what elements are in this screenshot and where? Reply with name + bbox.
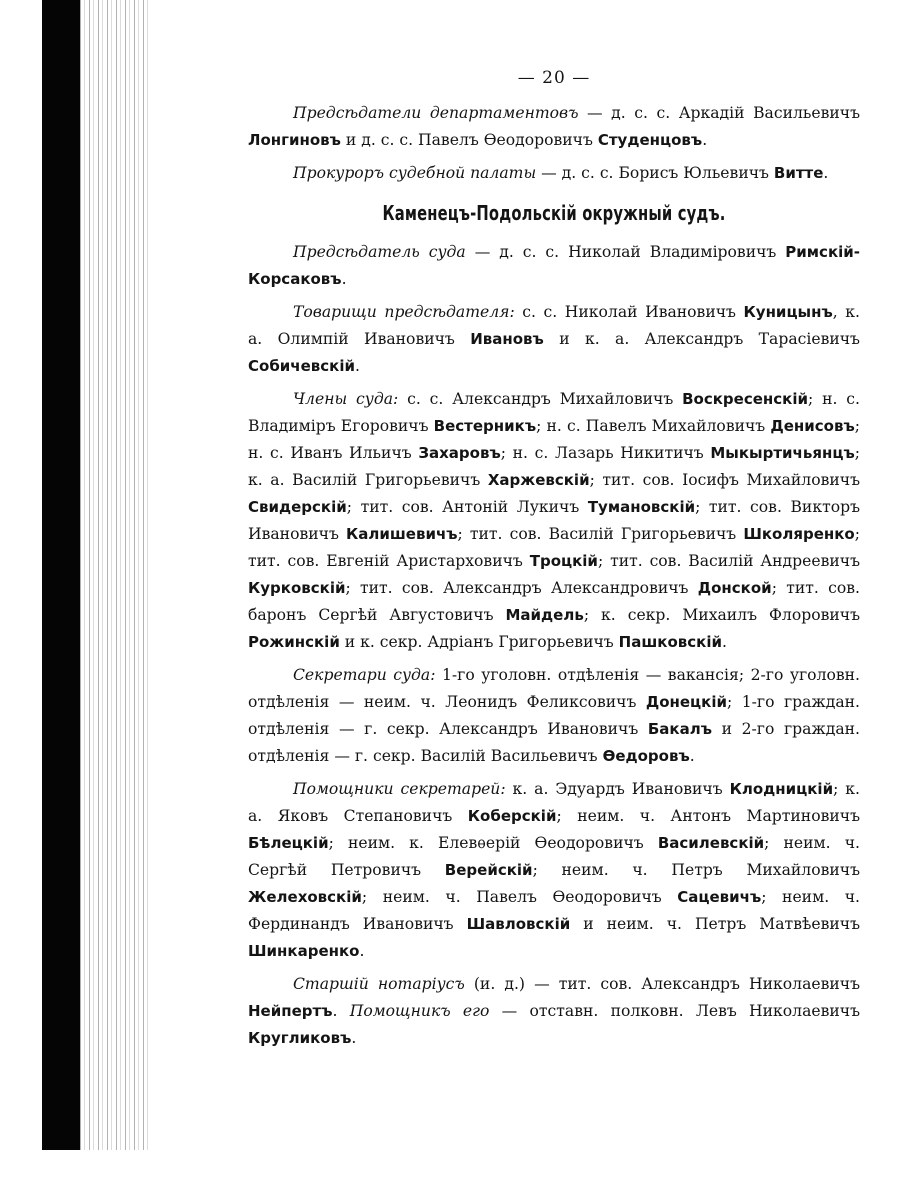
text: ; к. а. Яковъ Степановичъ bbox=[248, 780, 860, 825]
text: . bbox=[351, 1029, 357, 1047]
page-number: — 20 — bbox=[517, 68, 591, 88]
text: ; н. с. Лазарь Никитичъ bbox=[500, 444, 711, 462]
text: с. с. Александръ Михайловичъ bbox=[398, 390, 683, 408]
text: . bbox=[359, 942, 365, 960]
paragraph-deputies bbox=[248, 299, 860, 380]
surname: Римскій-Корсаковъ bbox=[248, 243, 861, 288]
text: ; н. с. Иванъ Ильичъ bbox=[248, 417, 860, 462]
surname: Шавловскій bbox=[466, 915, 571, 933]
text: ; н. с. Павелъ Михайловичъ bbox=[536, 417, 771, 435]
paragraph-members bbox=[248, 386, 860, 656]
text: ; к. секр. Михаилъ Флоровичъ bbox=[583, 606, 860, 624]
surname: Школяренко bbox=[743, 525, 855, 543]
text: ; н. с. Владиміръ Егоровичъ bbox=[248, 390, 860, 435]
surname: Василевскій bbox=[657, 834, 765, 852]
role-label: Старшій нотаріусъ bbox=[293, 975, 465, 993]
surname: Донской bbox=[697, 579, 772, 597]
surname: Желеховскій bbox=[248, 888, 362, 906]
surname: Бакалъ bbox=[647, 720, 712, 738]
text: и к. а. Александръ Тарасіевичъ bbox=[543, 330, 860, 348]
surname: Коберскій bbox=[467, 807, 557, 825]
surname: Курковскій bbox=[248, 579, 346, 597]
text: ; неим. ч. Антонъ Мартиновичъ bbox=[556, 807, 860, 825]
text: . bbox=[702, 131, 708, 149]
text: к. а. Эдуардъ Ивановичъ bbox=[505, 780, 730, 798]
surname: Свидерскій bbox=[248, 498, 347, 516]
text: ; тит. сов. Василій Андреевичъ bbox=[597, 552, 860, 570]
paragraph-department-chairs bbox=[248, 100, 860, 154]
paragraph-court-chair bbox=[248, 239, 860, 293]
surname: Верейскій bbox=[444, 861, 533, 879]
surname: Воскресенскій bbox=[682, 390, 808, 408]
surname: Клодницкій bbox=[729, 780, 834, 798]
surname: Кругликовъ bbox=[248, 1029, 352, 1047]
surname: Троцкій bbox=[529, 552, 598, 570]
text: . bbox=[721, 633, 727, 651]
text: ; неим. ч. Фердинандъ Ивановичъ bbox=[248, 888, 860, 933]
text: и к. секр. Адріанъ Григорьевичъ bbox=[339, 633, 619, 651]
text: с. с. Николай Ивановичъ bbox=[514, 303, 744, 321]
surname: Вестерникъ bbox=[433, 417, 537, 435]
surname: Нейпертъ bbox=[248, 1002, 333, 1020]
document-page bbox=[248, 68, 860, 1058]
text: — д. с. с. Николай Владиміровичъ bbox=[465, 243, 786, 261]
surname: Калишевичъ bbox=[345, 525, 458, 543]
text: 1-го уголовн. отдѣленія — вакансія; 2-го уголовн. отдѣленія — неим. ч. Леонидъ Феликсовичъ bbox=[248, 666, 860, 711]
scan-noise-strip bbox=[80, 0, 152, 1150]
text: , к. а. Олимпій Ивановичъ bbox=[248, 303, 860, 348]
role-label: Товарищи предсѣдателя: bbox=[293, 303, 515, 321]
surname: Захаровъ bbox=[418, 444, 501, 462]
surname: Лонгиновъ bbox=[248, 131, 341, 149]
surname: Пашковскій bbox=[618, 633, 722, 651]
text: ; неим. ч. Петръ Михайловичъ bbox=[532, 861, 860, 879]
surname: Тумановскій bbox=[587, 498, 696, 516]
role-label: Члены суда: bbox=[293, 390, 399, 408]
text: . bbox=[341, 270, 347, 288]
text: (и. д.) — тит. сов. Александръ Николаевичъ bbox=[464, 975, 860, 993]
surname: Харжевскій bbox=[487, 471, 590, 489]
text: и д. с. с. Павелъ Ѳеодоровичъ bbox=[340, 131, 598, 149]
text: ; неим. ч. Сергѣй Петровичъ bbox=[248, 834, 860, 879]
text: ; тит. сов. Евгеній Аристарховичъ bbox=[248, 525, 860, 570]
text: ; тит. сов. Василій Григорьевичъ bbox=[457, 525, 744, 543]
text: ; тит. сов. Викторъ Ивановичъ bbox=[248, 498, 860, 543]
text: . bbox=[689, 747, 695, 765]
surname: Витте bbox=[773, 164, 824, 182]
surname: Собичевскій bbox=[248, 357, 355, 375]
surname: Куницынъ bbox=[743, 303, 833, 321]
text: ; тит. сов. Антоній Лукичъ bbox=[346, 498, 588, 516]
surname: Шинкаренко bbox=[248, 942, 360, 960]
text: — д. с. с. Аркадій Васильевичъ bbox=[578, 104, 860, 122]
surname: Донецкій bbox=[645, 693, 727, 711]
text: ; тит. сов. баронъ Сергѣй Августовичъ bbox=[248, 579, 860, 624]
text: ; неим. ч. Павелъ Ѳеодоровичъ bbox=[361, 888, 678, 906]
text: ; тит. сов. Александръ Александровичъ bbox=[345, 579, 698, 597]
paragraph-assistant-secretaries bbox=[248, 776, 860, 965]
text: . bbox=[332, 1002, 350, 1020]
surname: Ивановъ bbox=[470, 330, 544, 348]
role-label: Помощники секретарей: bbox=[293, 780, 506, 798]
text: ; 1-го граждан. отдѣленія — г. секр. Александръ Ивановичъ bbox=[248, 693, 860, 738]
text: и 2-го граждан. отдѣленія — г. секр. Василій Васильевичъ bbox=[248, 720, 860, 765]
role-label: Прокуроръ судебной палаты bbox=[293, 164, 537, 182]
surname: Студенцовъ bbox=[597, 131, 703, 149]
paragraph-prosecutor bbox=[248, 160, 860, 187]
surname: Мыкыртичьянцъ bbox=[710, 444, 855, 462]
surname: Бѣлецкій bbox=[248, 834, 329, 852]
surname: Денисовъ bbox=[770, 417, 855, 435]
section-heading: Каменецъ-Подольскій окружный судъ. bbox=[382, 201, 726, 225]
text: и неим. ч. Петръ Матвѣевичъ bbox=[570, 915, 861, 933]
text: ; тит. сов. Іосифъ Михайловичъ bbox=[589, 471, 860, 489]
surname: Ѳедоровъ bbox=[602, 747, 690, 765]
text: . bbox=[823, 164, 829, 182]
surname: Рожинскій bbox=[248, 633, 340, 651]
text: — отставн. полковн. Левъ Николаевичъ bbox=[489, 1002, 860, 1020]
text: — д. с. с. Борисъ Юльевичъ bbox=[536, 164, 774, 182]
paragraph-secretaries bbox=[248, 662, 860, 770]
text: . bbox=[355, 357, 360, 375]
role-label: Предсѣдатель суда bbox=[293, 243, 466, 261]
role-label: Помощникъ его bbox=[349, 1002, 490, 1020]
role-label: Секретари суда: bbox=[293, 666, 436, 684]
role-label: Предсѣдатели департаментовъ bbox=[293, 104, 579, 122]
surname: Майдель bbox=[505, 606, 584, 624]
scan-dark-edge bbox=[42, 0, 80, 1150]
paragraph-notary bbox=[248, 971, 860, 1052]
text: ; к. а. Василій Григорьевичъ bbox=[248, 444, 860, 489]
surname: Сацевичъ bbox=[677, 888, 762, 906]
text: ; неим. к. Елевѳерій Ѳеодоровичъ bbox=[328, 834, 658, 852]
